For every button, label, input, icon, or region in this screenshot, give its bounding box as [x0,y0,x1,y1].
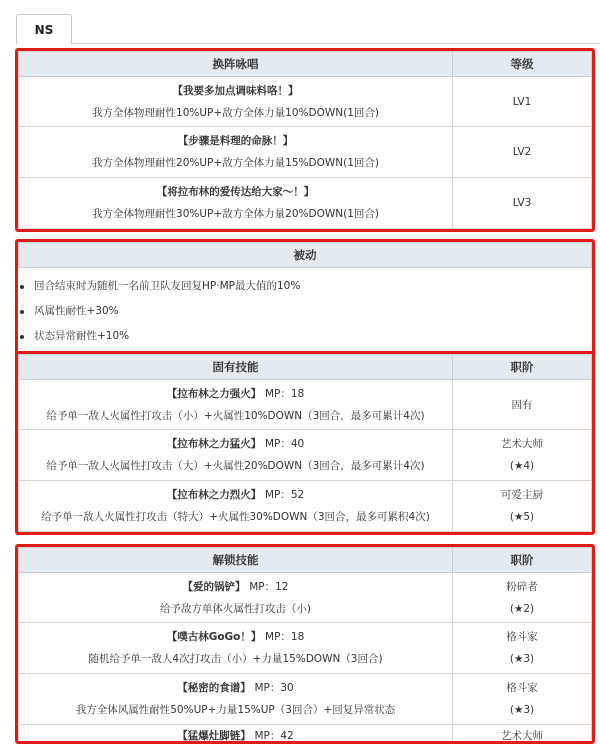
skill-desc: 随机给予单一敌人4次打攻击（小）+力量15%DOWN（3回合) [23,648,448,670]
skill-mp: MP：52 [265,489,304,501]
skill-mp: MP：30 [254,682,293,694]
skill-name: 【爱的锅铲】 [183,581,246,593]
table-row [19,725,592,744]
skill-class: 可爱主厨 [457,484,587,506]
table-row [19,674,592,725]
table-row [19,430,592,481]
passive-list [18,268,592,355]
formation-chant-header: 换阵咏唱 [19,52,453,77]
innate-skills-table [18,354,592,532]
skill-rarity: (★2) [457,598,587,620]
chant-name: 【将拉布林的爱传达给大家～！】 [23,181,448,203]
list-item: 风属性耐性+30% [18,299,592,324]
skill-desc: 我方全体风属性耐性50%UP+力量15%UP（3回合）+回复异常状态 [23,699,448,721]
skill-rarity: (★3) [457,699,587,721]
chant-name: 【步骤是料理的命脉！】 [23,130,448,152]
skill-class: 格斗家 [457,677,587,699]
chant-level: LV1 [453,77,592,127]
skill-name: 【秘密的食谱】 [177,682,251,694]
tab-divider [72,43,600,44]
skill-name: 【噗古林GoGo！】 [167,631,262,643]
list-item: 状态异常耐性+10% [18,324,592,349]
unlock-skills-panel [15,544,595,744]
tab-ns[interactable]: NS [16,14,72,44]
skill-mp: MP：40 [265,438,304,450]
innate-skills-header: 固有技能 [19,355,453,380]
skill-mp: MP：12 [249,581,288,593]
chant-desc: 我方全体物理耐性20%UP+敌方全体力量15%DOWN(1回合) [23,152,448,174]
table-row [19,380,592,430]
table-row [19,481,592,532]
formation-chant-table [18,51,592,229]
formation-chant-panel [15,48,595,232]
table-row [19,178,592,229]
chant-level: LV2 [453,127,592,178]
skill-desc: 给予单一敌人火属性打攻击（特大）+火属性30%DOWN（3回合，最多可累积4次) [23,506,448,528]
chant-desc: 我方全体物理耐性30%UP+敌方全体力量20%DOWN(1回合) [23,203,448,225]
table-row [19,623,592,674]
skill-name: 【拉布林之力强火】 [167,388,262,400]
table-row [19,573,592,623]
passive-header: 被动 [19,243,592,268]
skill-desc: 给予单一敌人火属性打攻击（小）+火属性10%DOWN（3回合，最多可累计4次) [23,405,448,427]
skill-rarity: (★5) [457,506,587,528]
skill-class: 固有 [457,394,587,416]
chant-level: LV3 [453,178,592,229]
skill-class: 艺术大师 [457,433,587,455]
skill-rarity: (★4) [457,455,587,477]
skill-name: 【拉布林之力烈火】 [167,489,262,501]
level-header: 等级 [453,52,592,77]
skill-desc: 给予敌方单体火属性打攻击（小) [23,598,448,620]
class-header: 职阶 [453,548,592,573]
skill-mp: MP：42 [254,730,293,742]
unlock-skills-table [18,547,592,744]
skill-name: 【拉布林之力猛火】 [167,438,262,450]
skill-class: 格斗家 [457,626,587,648]
class-header: 职阶 [453,355,592,380]
skill-name: 【猛爆灶脚链】 [177,730,251,742]
passive-table [18,242,592,268]
skill-class: 艺术大师 [457,725,587,744]
skill-mp: MP：18 [265,388,304,400]
skill-class: 粉碎者 [457,576,587,598]
table-row [19,127,592,178]
chant-name: 【我要多加点调味料咯！】 [23,80,448,102]
skill-mp: MP：18 [265,631,304,643]
unlock-skills-header: 解锁技能 [19,548,453,573]
innate-skills-panel [15,351,595,535]
skill-rarity: (★3) [457,648,587,670]
chant-desc: 我方全体物理耐性10%UP+敌方全体力量10%DOWN(1回合) [23,102,448,124]
passive-panel [15,239,595,358]
table-row [19,77,592,127]
list-item: 回合结束时为随机一名前卫队友回复HP·MP最大值的10% [18,274,592,299]
skill-desc: 给予单一敌人火属性打攻击（大）+火属性20%DOWN（3回合，最多可累计4次) [23,455,448,477]
